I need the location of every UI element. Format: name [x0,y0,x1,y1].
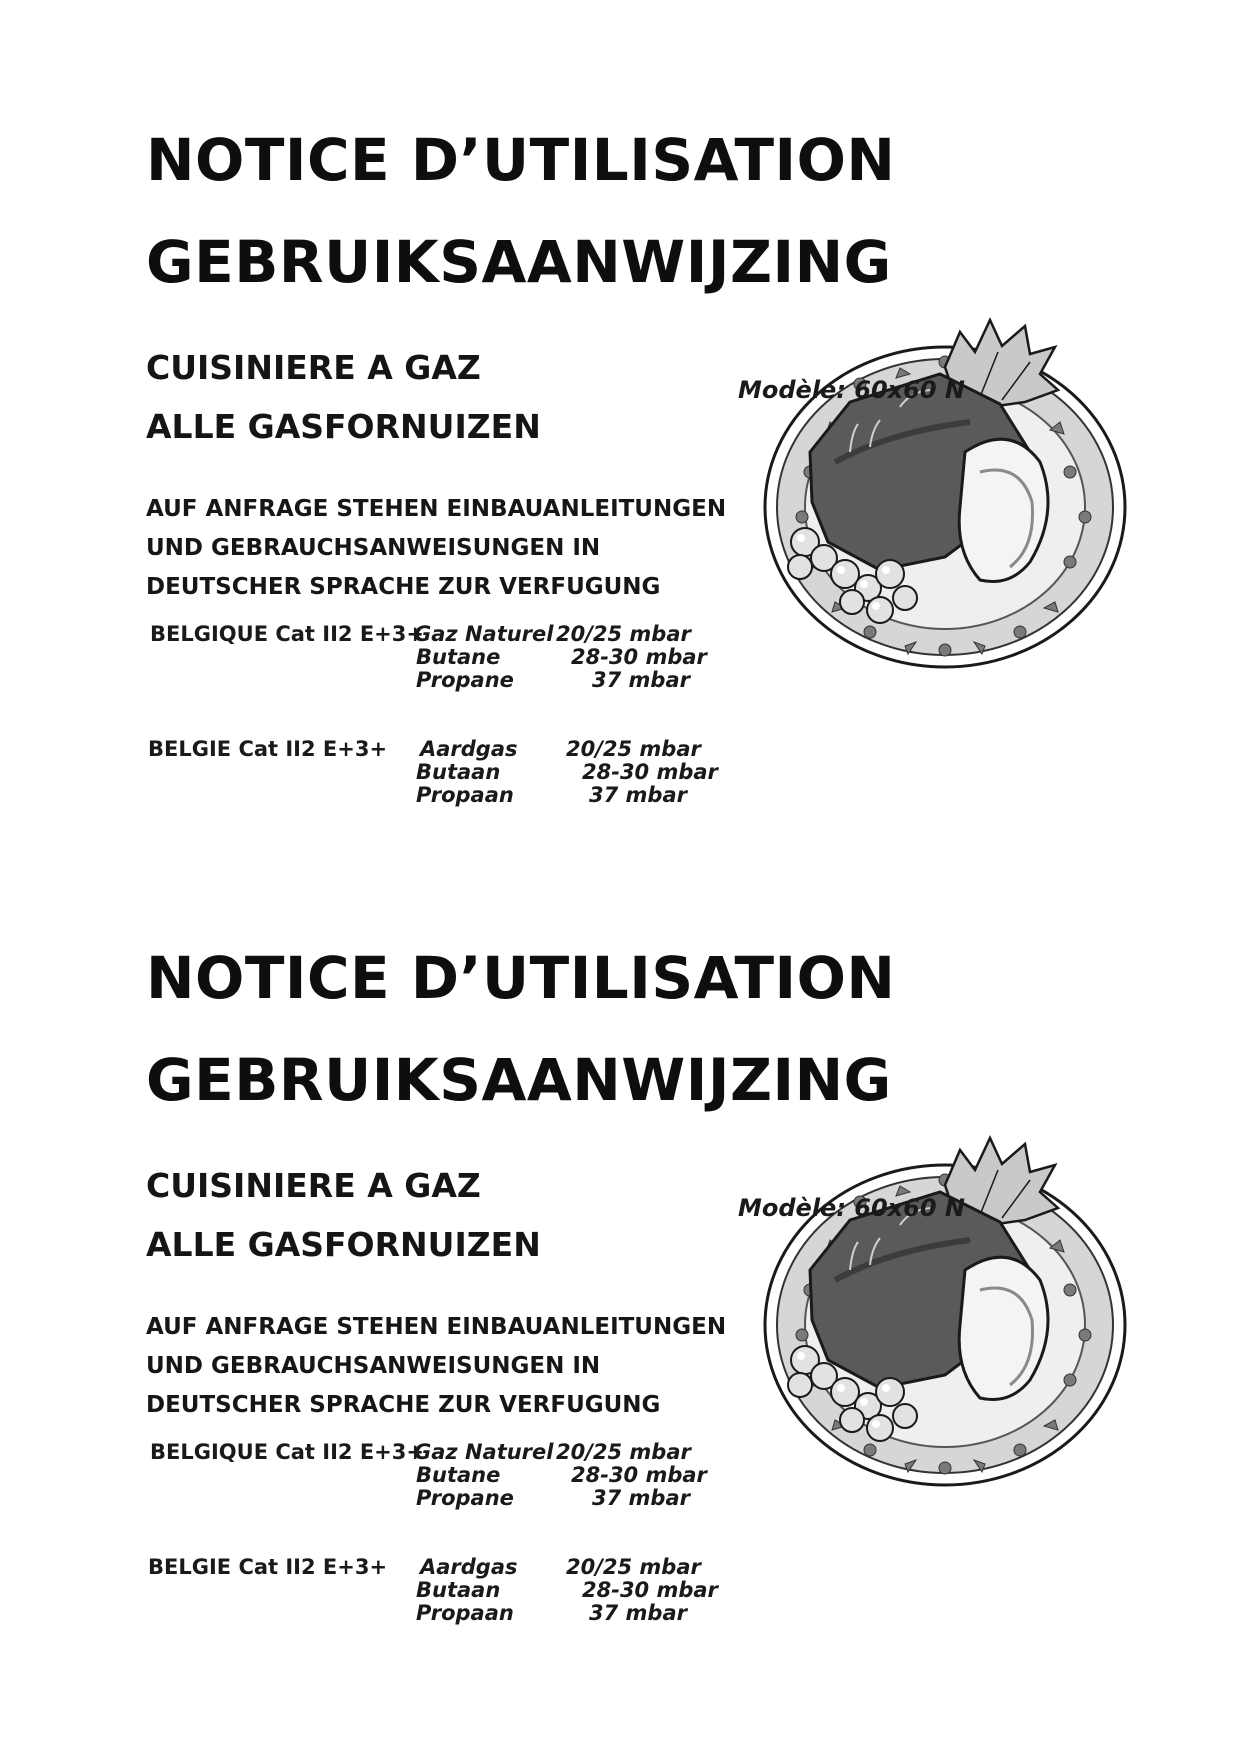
gas-pressure: 20/25 mbar [556,1440,691,1464]
dinner-plate-icon [740,312,1140,692]
gas-name: Aardgas [420,737,518,761]
manual-cover-block [0,818,1241,1648]
german-notice [146,1308,726,1425]
gas-pressure: 20/25 mbar [566,737,701,761]
german-notice [146,490,726,607]
gas-name: Propane [416,668,514,692]
manual-cover-block [0,0,1241,830]
gas-name: Butaan [416,1578,501,1602]
gas-name: Propane [416,1486,514,1510]
german-notice-line: UND GEBRAUCHSANWEISUNGEN IN [146,1353,601,1379]
belgie-category-label: BELGIE Cat II2 E+3+ [148,1555,388,1579]
gas-name: Propaan [416,1601,514,1625]
subtitle-french: CUISINIERE A GAZ [146,1166,481,1205]
belgique-category-label: BELGIQUE Cat II2 E+3+ [150,1440,424,1464]
model-label: Modèle: 60x60 N [738,376,966,404]
gas-name: Butaan [416,760,501,784]
gas-name: Gaz Naturel [414,1440,554,1464]
title-dutch: GEBRUIKSAANWIJZING [146,228,892,296]
gas-pressure: 20/25 mbar [556,622,691,646]
gas-pressure: 28-30 mbar [571,1463,707,1487]
subtitle-french: CUISINIERE A GAZ [146,348,481,387]
german-notice-line: UND GEBRAUCHSANWEISUNGEN IN [146,535,601,561]
german-notice-line: DEUTSCHER SPRACHE ZUR VERFUGUNG [146,1392,661,1418]
german-notice-line: AUF ANFRAGE STEHEN EINBAUANLEITUNGEN [146,496,727,522]
belgie-category-label: BELGIE Cat II2 E+3+ [148,737,388,761]
gas-name: Gaz Naturel [414,622,554,646]
dinner-plate-icon [740,1130,1140,1510]
gas-name: Propaan [416,783,514,807]
model-label: Modèle: 60x60 N [738,1194,966,1222]
title-french: NOTICE D’UTILISATION [146,944,896,1012]
title-french: NOTICE D’UTILISATION [146,126,896,194]
gas-pressure: 28-30 mbar [571,645,707,669]
gas-name: Butane [416,1463,501,1487]
gas-name: Aardgas [420,1555,518,1579]
subtitle-dutch: ALLE GASFORNUIZEN [146,1225,541,1264]
gas-pressure: 37 mbar [589,783,687,807]
gas-pressure: 28-30 mbar [582,760,718,784]
subtitle-dutch: ALLE GASFORNUIZEN [146,407,541,446]
german-notice-line: DEUTSCHER SPRACHE ZUR VERFUGUNG [146,574,661,600]
gas-pressure: 28-30 mbar [582,1578,718,1602]
title-dutch: GEBRUIKSAANWIJZING [146,1046,892,1114]
gas-pressure: 37 mbar [592,1486,690,1510]
belgique-category-label: BELGIQUE Cat II2 E+3+ [150,622,424,646]
gas-pressure: 37 mbar [589,1601,687,1625]
german-notice-line: AUF ANFRAGE STEHEN EINBAUANLEITUNGEN [146,1314,727,1340]
gas-pressure: 37 mbar [592,668,690,692]
gas-name: Butane [416,645,501,669]
gas-pressure: 20/25 mbar [566,1555,701,1579]
